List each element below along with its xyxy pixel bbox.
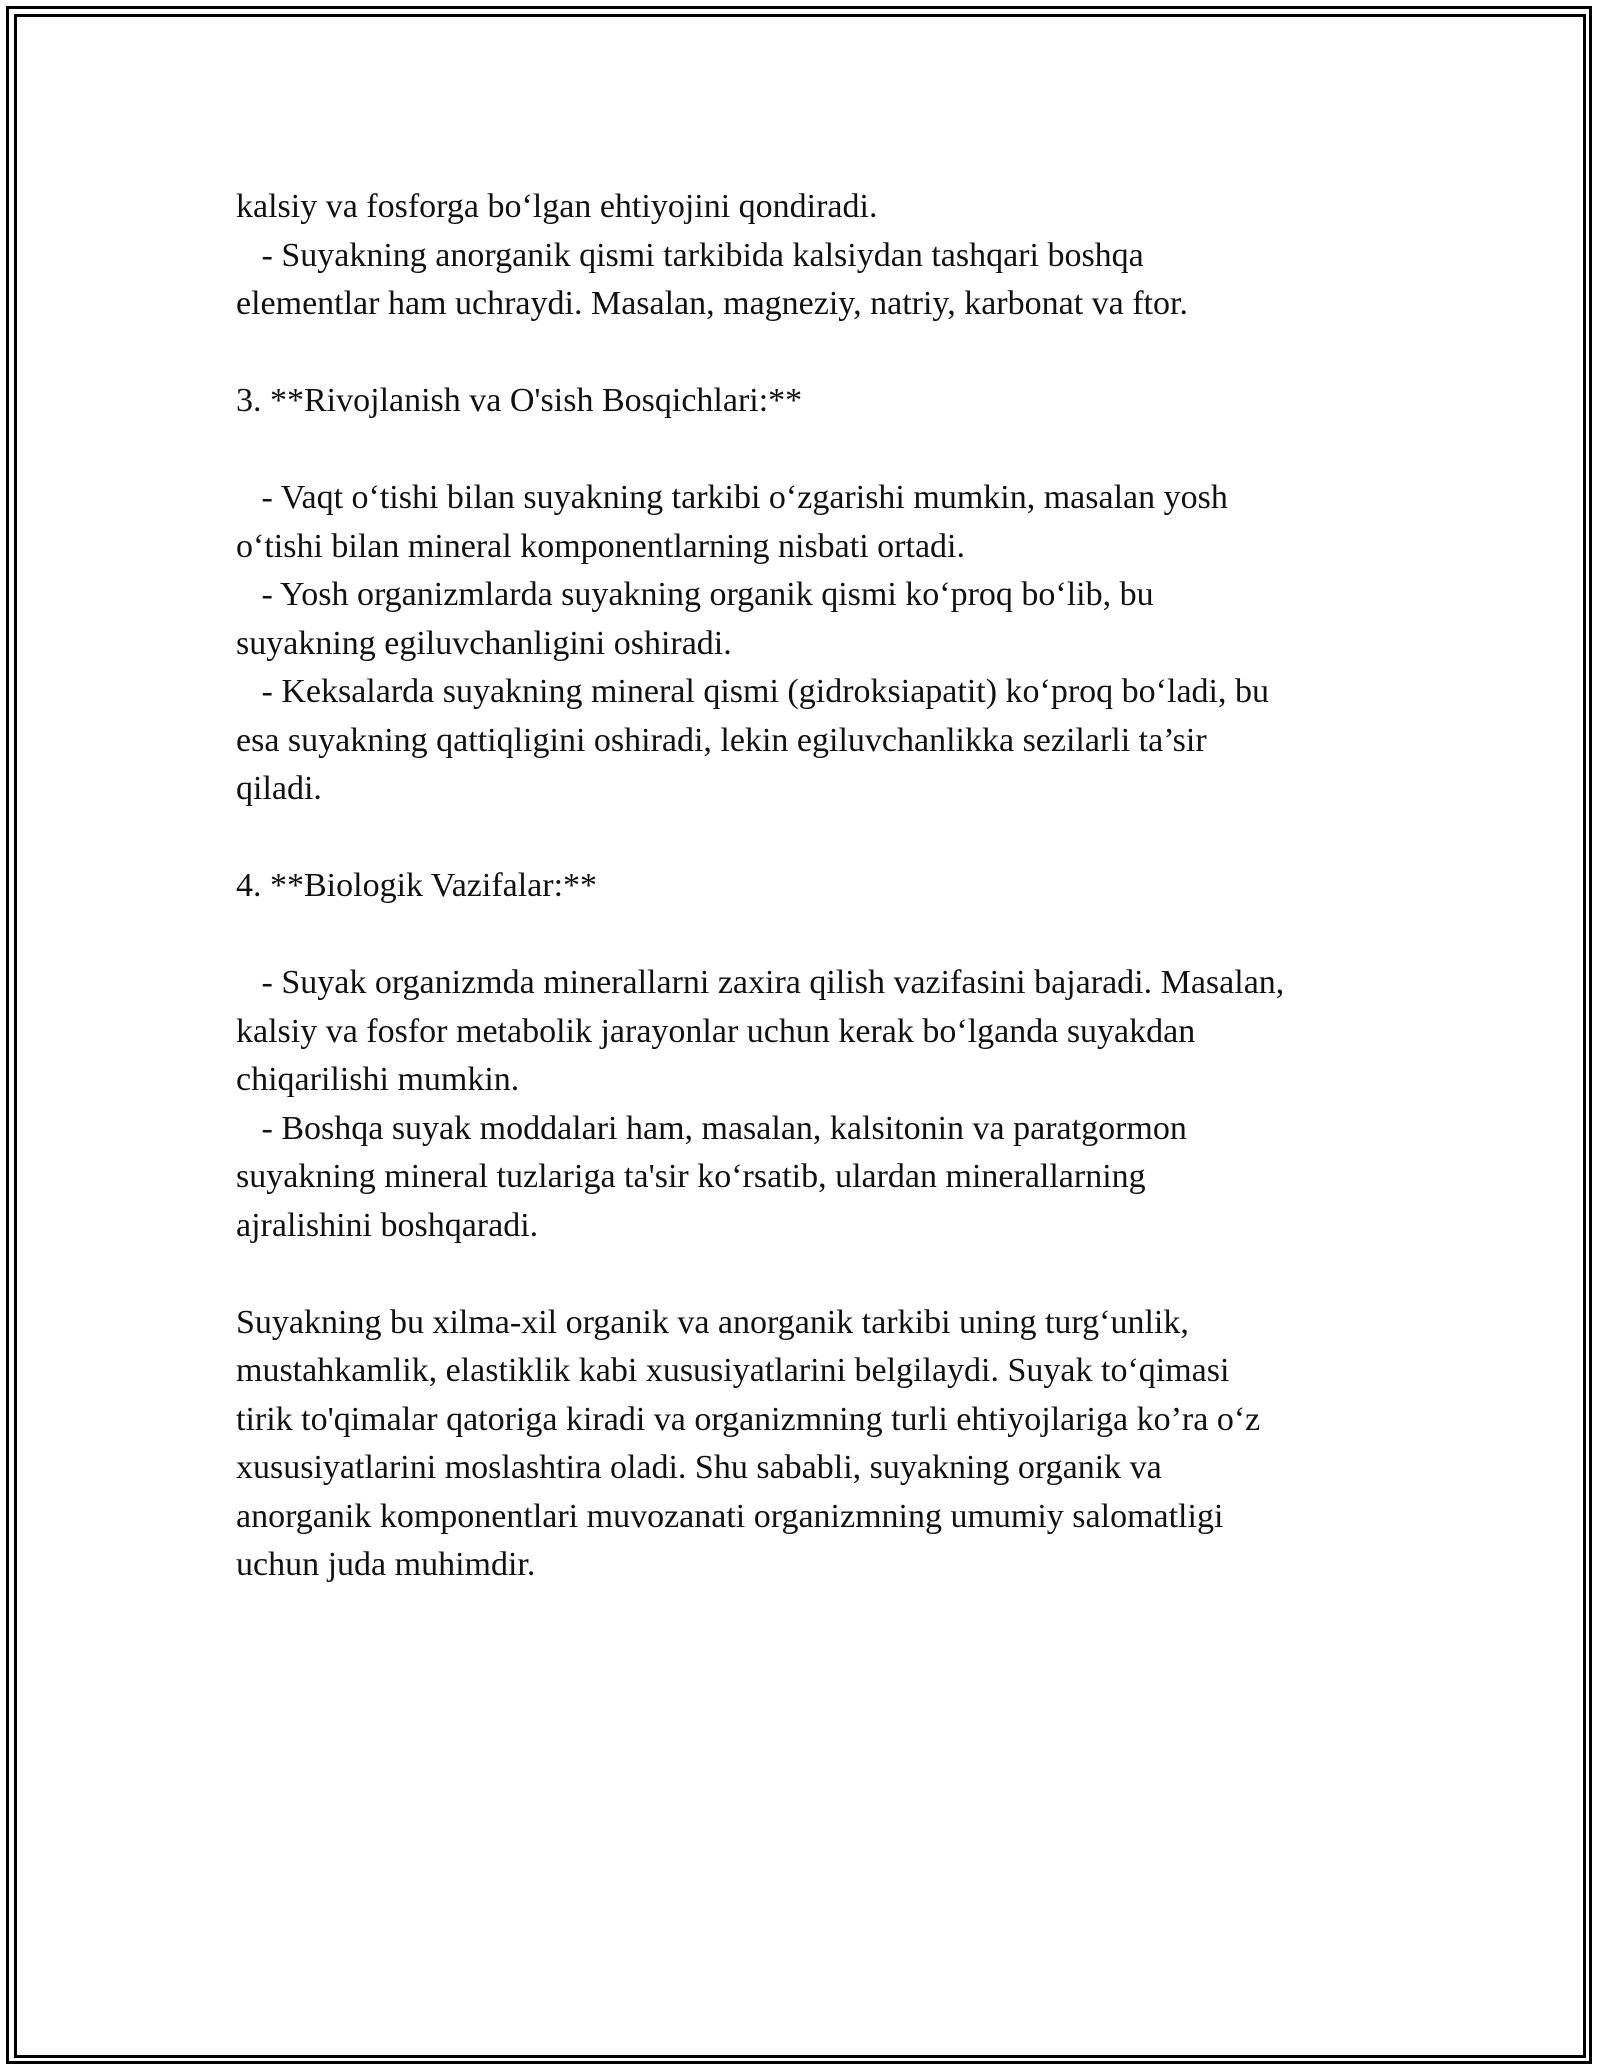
text-line: xususiyatlarini moslashtira oladi. Shu sababli, suyakning organik va: [236, 1449, 1162, 1486]
blank-line: [236, 329, 1386, 378]
text-line: - Suyakning anorganik qismi tarkibida kalsiydan tashqari boshqa: [236, 236, 1144, 274]
text-line: tirik to'qimalar qatoriga kiradi va organizmning turli ehtiyojlariga ko’ra o‘z: [236, 1400, 1261, 1438]
text-line: o‘tishi bilan mineral komponentlarning nisbati ortadi.: [236, 527, 965, 565]
text-line: - Yosh organizmlarda suyakning organik qismi ko‘proq bo‘lib, bu: [236, 576, 1154, 613]
text-line: anorganik komponentlari muvozanati organizmning umumiy salomatligi: [236, 1497, 1224, 1535]
text-line: elementlar ham uchraydi. Masalan, magneziy, natriy, karbonat va ftor.: [236, 285, 1188, 322]
blank-line: [236, 814, 1386, 863]
text-line: - Boshqa suyak moddalari ham, masalan, kalsitonin va paratgormon: [236, 1109, 1187, 1147]
text-line: - Keksalarda suyakning mineral qismi (gidroksiapatit) ko‘proq bo‘ladi, bu: [236, 673, 1269, 710]
text-line: kalsiy va fosforga bo‘lgan ehtiyojini qondiradi.: [236, 188, 878, 225]
section-heading: 3. **Rivojlanish va O'sish Bosqichlari:**: [236, 382, 803, 419]
text-line: Suyakning bu xilma-xil organik va anorganik tarkibi uning turg‘unlik,: [236, 1303, 1189, 1341]
text-line: suyakning egiluvchanligini oshiradi.: [236, 624, 732, 662]
blank-line: [236, 426, 1386, 475]
text-line: ajralishini boshqaradi.: [236, 1206, 539, 1244]
text-line: esa suyakning qattiqligini oshiradi, lekin egiluvchanlikka sezilarli ta’sir: [236, 721, 1207, 759]
text-line: qiladi.: [236, 770, 322, 807]
blank-line: [236, 911, 1386, 960]
text-line: chiqarilishi mumkin.: [236, 1061, 520, 1098]
text-line: suyakning mineral tuzlariga ta'sir ko‘rsatib, ulardan minerallarning: [236, 1158, 1146, 1195]
text-line: - Suyak organizmda minerallarni zaxira qilish vazifasini bajaradi. Masalan,: [236, 964, 1285, 1001]
blank-line: [236, 1250, 1386, 1299]
text-line: mustahkamlik, elastiklik kabi xususiyatlarini belgilaydi. Suyak to‘qimasi: [236, 1352, 1230, 1389]
text-line: - Vaqt o‘tishi bilan suyakning tarkibi o‘zgarishi mumkin, masalan yosh: [236, 479, 1228, 516]
text-line: uchun juda muhimdir.: [236, 1546, 536, 1583]
text-line: kalsiy va fosfor metabolik jarayonlar uchun kerak bo‘lganda suyakdan: [236, 1012, 1196, 1050]
document-body: [236, 183, 1386, 1590]
section-heading: 4. **Biologik Vazifalar:**: [236, 867, 598, 904]
